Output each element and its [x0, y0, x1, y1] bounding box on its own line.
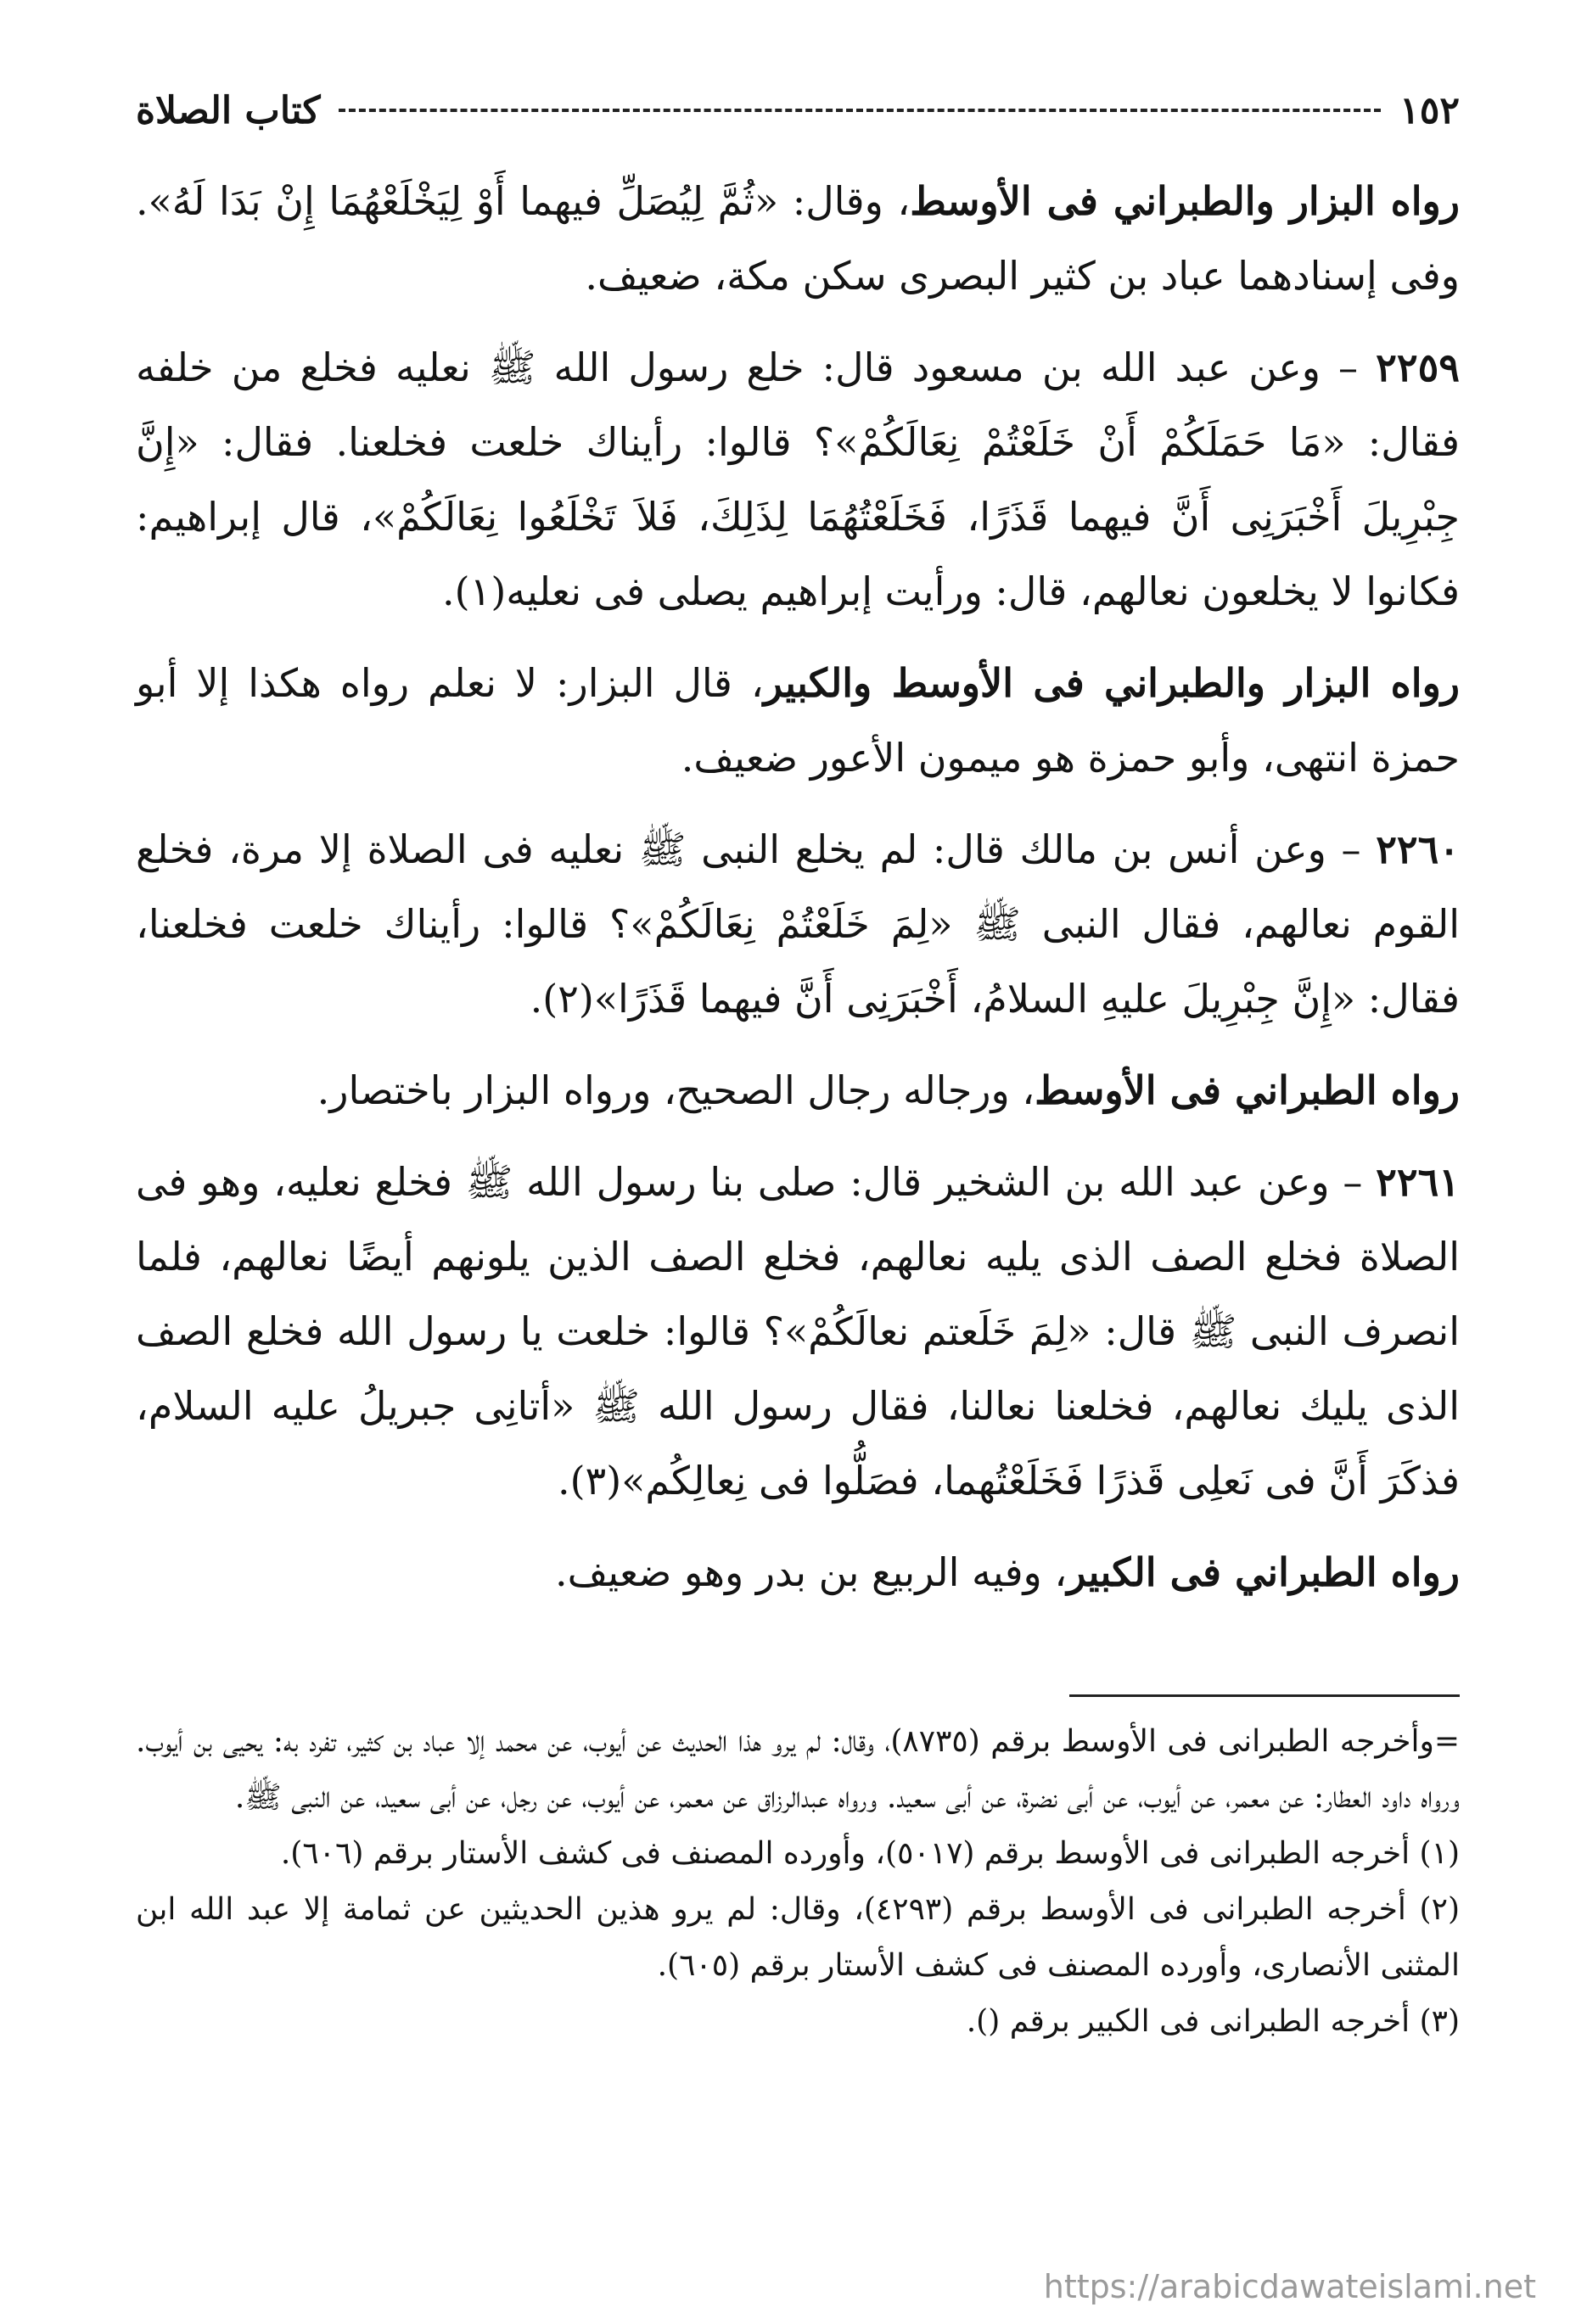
page-header [136, 81, 1460, 140]
hadith-number: ٢٢٥٩ [1376, 344, 1460, 390]
footnote-separator [1069, 1694, 1460, 1697]
source-label: رواه البزار والطبراني فى الأوسط والكبير [763, 660, 1460, 706]
paragraph-text: – وعن أنس بن مالك قال: لم يخلع النبى ﷺ نعليه فى الصلاة إلا مرة، فخلع القوم نعالهم، فقال النبى ﷺ «لِمَ خَلَعْتُمْ نِعَالَكُمْ»؟ قالوا: رأيناك خلعت فخلعنا، فقال: «إِنَّ جِبْرِيلَ عليهِ السلامُ، أَخْبَرَنِى أَنَّ فيهما قَذَرًا»(٢). [136, 826, 1460, 1022]
paragraph-text: – وعن عبد الله بن مسعود قال: خلع رسول الله ﷺ نعليه فخلع من خلفه فقال: «مَا حَمَلَكُمْ أَنْ خَلَعْتُمْ نِعَالَكُمْ»؟ قالوا: رأيناك خلعت فخلعنا. فقال: «إِنَّ جِبْرِيلَ أَخْبَرَنِى أَنَّ فيهما قَذَرًا، فَخَلَعْتُهُمَا لِذَلِكَ، فَلاَ تَخْلَعُوا نِعَالَكُمْ»، قال إبراهيم: فكانوا لا يخلعون نعالهم، قال: ورأيت إبراهيم يصلى فى نعليه(١). [136, 344, 1460, 614]
watermark-url: https://arabicdawateislami.net [1043, 2268, 1536, 2305]
main-text [136, 164, 1460, 1610]
paragraph [136, 164, 1460, 313]
source-label: رواه الطبراني فى الكبير [1067, 1549, 1460, 1595]
hadith-paragraph [136, 812, 1460, 1036]
source-label: رواه الطبراني فى الأوسط [1035, 1067, 1460, 1113]
book-title: كتاب الصلاة [136, 88, 321, 132]
hadith-paragraph [136, 1145, 1460, 1518]
paragraph-text: ، ورجاله رجال الصحيح، ورواه البزار باختصار. [317, 1067, 1035, 1113]
hadith-number: ٢٢٦٠ [1376, 826, 1461, 872]
book-page [136, 81, 1460, 2287]
footnote-continued: =وأخرجه الطبرانى فى الأوسط برقم (٨٧٣٥)، وقال: لم يرو هذا الحديث عن أيوب، عن محمد إلا عباد بن كثير، تفرد به: يحيى بن أيوب. ورواه داود العطار: عن معمر، عن أيوب، عن أبى نضرة، عن أبى سعيد. ورواه عبدالرزاق عن معمر، عن أيوب، عن رجل، عن أبى سعيد، عن النبى ﷺ. [136, 1724, 1460, 1815]
source-label: رواه البزار والطبراني فى الأوسط [910, 178, 1460, 224]
paragraph [136, 646, 1460, 795]
footnote-2: (٢) أخرجه الطبرانى فى الأوسط برقم (٤٢٩٣)، وقال: لم يرو هذين الحديثين عن ثمامة إلا عبد الله ابن المثنى الأنصارى، وأورده المصنف فى كشف الأستار برقم (٦٠٥). [136, 1892, 1460, 1983]
footnote-1: (١) أخرجه الطبرانى فى الأوسط برقم (٥٠١٧)، وأورده المصنف فى كشف الأستار برقم (٦٠٦). [280, 1836, 1460, 1871]
hadith-paragraph [136, 330, 1460, 629]
paragraph [136, 1053, 1460, 1128]
footnotes [136, 1714, 1460, 2050]
paragraph-text: – وعن عبد الله بن الشخير قال: صلى بنا رسول الله ﷺ فخلع نعليه، وهو فى الصلاة فخلع الصف الذى يليه نعالهم، فخلع الصف الذين يلونهم أيضًا نعالهم، فلما انصرف النبى ﷺ قال: «لِمَ خَلَعتم نعالَكُمْ»؟ قالوا: خلعت يا رسول الله فخلع الصف الذى يليك نعالهم، فخلعنا نعالنا، فقال رسول الله ﷺ «أتانِى جبريلُ عليه السلام، فذكَرَ أَنَّ فى نَعلِى قَذرًا فَخَلَعْتُهما، فصَلُّوا فى نِعالِكُم»(٣). [136, 1159, 1460, 1504]
paragraph-text: ، وفيه الربيع بن بدر وهو ضعيف. [554, 1549, 1068, 1595]
header-rule [339, 109, 1381, 112]
footnote-3: (٣) أخرجه الطبرانى فى الكبير برقم (). [966, 2004, 1460, 2039]
paragraph-text: ، وقال: «ثُمَّ لِيُصَلِّ فيهما أَوْ لِيَخْلَعْهُمَا إِنْ بَدَا لَهُ». وفى إسنادهما عباد بن كثير البصرى سكن مكة، ضعيف. [136, 178, 1460, 299]
page-number: ١٥٢ [1399, 88, 1460, 132]
hadith-number: ٢٢٦١ [1376, 1159, 1460, 1205]
paragraph-text: ، قال البزار: لا نعلم رواه هكذا إلا أبو حمزة انتهى، وأبو حمزة هو ميمون الأعور ضعيف. [136, 660, 1460, 781]
paragraph [136, 1535, 1460, 1610]
